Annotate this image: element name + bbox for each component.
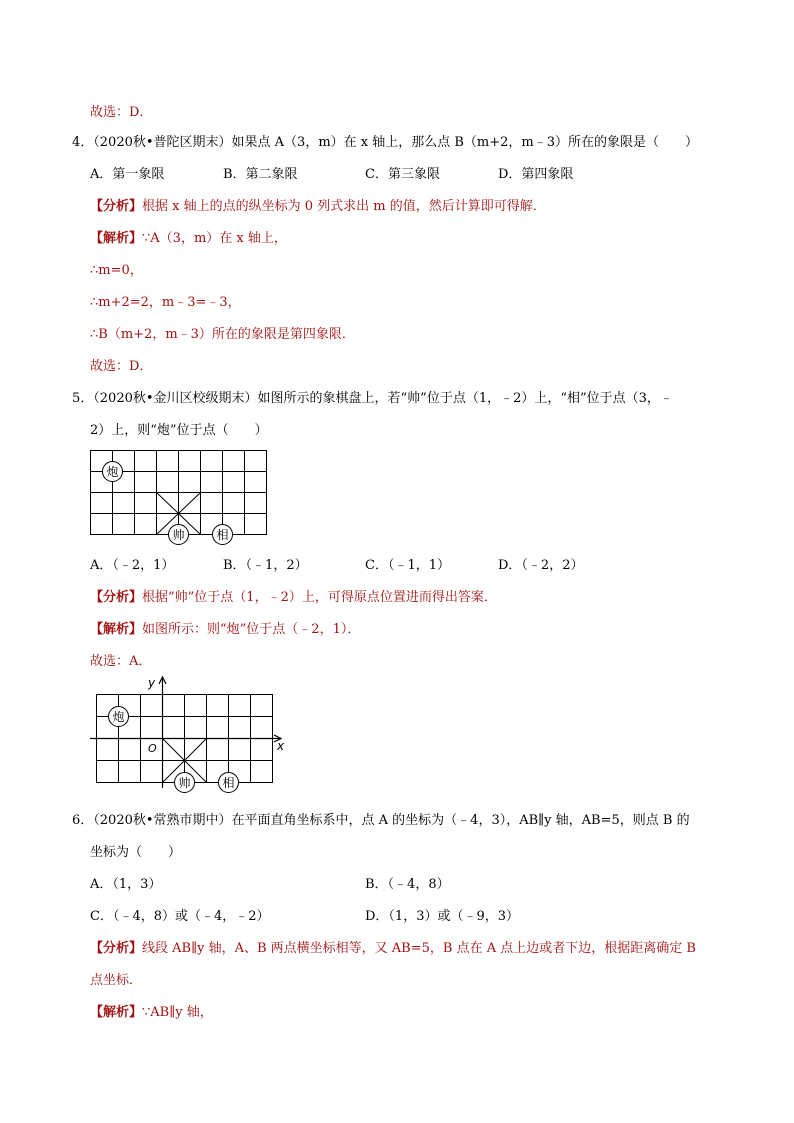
q4-option-a: A．第一象限 (90, 167, 165, 182)
piece-pao-2 (109, 707, 129, 727)
q6-option-d: D．（1，3）或（﹣9，3） (365, 909, 520, 924)
q4-solution-line-2: ∴m=0， (90, 263, 143, 278)
piece-xiang (213, 525, 233, 545)
q4-answer: 故选：D． (90, 359, 153, 374)
analysis-tag: 【分析】 (90, 941, 143, 956)
q4-option-c: C．第三象限 (365, 167, 440, 182)
piece-xiang-label: 相 (216, 528, 229, 542)
q6-stem-line-2: 坐标为（ ） (90, 845, 182, 860)
q3-answer: 故选：D． (90, 105, 153, 120)
q4-option-d: D．第四象限 (498, 167, 574, 182)
q6-option-c: C．（﹣4，8）或（﹣4，﹣2） (90, 909, 270, 924)
q5-solution (90, 621, 360, 639)
piece-shuai-2 (175, 773, 195, 793)
piece-shuai-label: 帅 (172, 528, 185, 542)
q4-analysis (90, 198, 546, 216)
q4-solution (90, 230, 287, 248)
analysis-text: 根据“帅”位于点（1，﹣2）上，可得原点位置进而得出答案． (142, 590, 497, 605)
q5-stem-line-2: 2）上，则“炮”位于点（ ） (90, 423, 268, 438)
solution-tag: 【解析】 (90, 231, 143, 246)
solution-line: ∵A（3，m）在 x 轴上， (142, 231, 287, 246)
q4-solution-line-3: ∴m+2=2，m﹣3=﹣3， (90, 295, 241, 310)
y-axis-label: y (148, 676, 156, 690)
q6-analysis (90, 940, 696, 958)
q5-analysis (90, 589, 497, 607)
chess-board-figure (86, 446, 272, 550)
solution-text: ∵AB∥y 轴， (142, 1005, 213, 1020)
analysis-text: 根据 x 轴上的点的纵坐标为 0 列式求出 m 的值，然后计算即可得解． (142, 199, 546, 214)
q5-option-b: B．（﹣1，2） (223, 558, 308, 573)
q5-answer: 故选：A． (90, 654, 152, 669)
solution-text: 如图所示：则“炮”位于点（﹣2，1）． (142, 622, 361, 637)
piece-xiang-2-label: 相 (222, 776, 235, 790)
q6-stem-line-1: 6．（2020秋•常熟市期中）在平面直角坐标系中，点 A 的坐标为（﹣4，3），AB∥y 轴，AB=5，则点 B 的 (72, 813, 690, 828)
q4-option-b: B．第二象限 (223, 167, 298, 182)
q5-stem-line-1: 5．（2020秋•金川区校级期末）如图所示的象棋盘上，若“帅”位于点（1，﹣2）上，“相”位于点（3，﹣ (72, 391, 673, 406)
analysis-tag: 【分析】 (90, 590, 143, 605)
q5-option-a: A．（﹣2，1） (90, 558, 175, 573)
q4-solution-line-4: ∴B（m+2，m﹣3）所在的象限是第四象限． (90, 327, 355, 342)
q5-option-c: C．（﹣1，1） (365, 558, 450, 573)
q6-option-a: A．（1，3） (90, 877, 162, 892)
piece-pao-2-label: 炮 (112, 710, 125, 724)
piece-pao (103, 462, 123, 482)
q6-analysis-line-2: 点坐标． (90, 973, 143, 988)
q5-option-d: D．（﹣2，2） (498, 558, 584, 573)
chess-board-axes-figure (90, 674, 290, 794)
analysis-tag: 【分析】 (90, 199, 143, 214)
x-axis-label: x (277, 739, 285, 753)
solution-tag: 【解析】 (90, 622, 143, 637)
piece-shuai (169, 525, 189, 545)
piece-pao-label: 炮 (106, 465, 119, 479)
piece-shuai-2-label: 帅 (178, 776, 191, 790)
q4-stem: 4．（2020秋•普陀区期末）如果点 A（3，m）在 x 轴上，那么点 B（m+2，m﹣3）所在的象限是（ ） (72, 135, 699, 150)
origin-label: O (148, 742, 157, 755)
q6-option-b: B．（﹣4，8） (365, 877, 450, 892)
solution-tag: 【解析】 (90, 1005, 143, 1020)
q6-solution (90, 1004, 213, 1022)
piece-xiang-2 (219, 773, 239, 793)
analysis-text: 线段 AB∥y 轴，A、B 两点横坐标相等，又 AB=5，B 点在 A 点上边或者下边，根据距离确定 B (142, 941, 696, 956)
